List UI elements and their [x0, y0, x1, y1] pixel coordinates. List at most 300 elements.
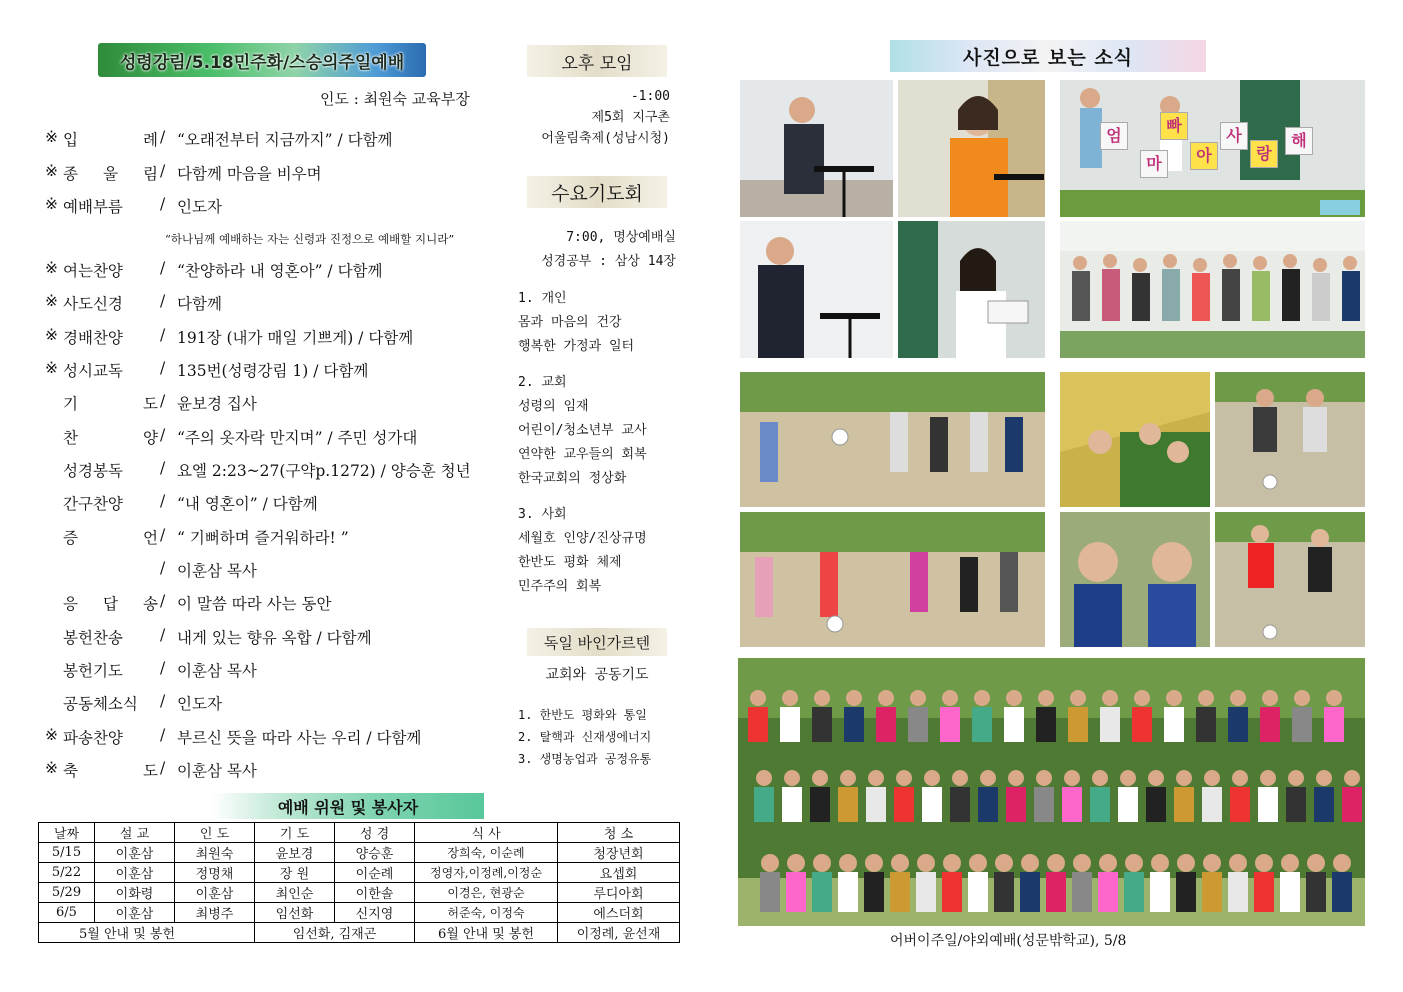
- person-body: [916, 872, 936, 912]
- person-body: [810, 787, 830, 822]
- order-item-desc: 이훈삼 목사: [177, 662, 257, 680]
- order-item-name: 사도신경: [63, 295, 123, 313]
- prayer-item: 민주주의 회복: [518, 579, 602, 594]
- prayer-item: 세월호 인양/진상규명: [518, 531, 647, 546]
- prayer-section: [518, 287, 688, 359]
- staff-title: 예배 위원 및 봉사자: [277, 797, 419, 817]
- person-head: [1262, 690, 1278, 706]
- person-head: [1344, 770, 1360, 786]
- person-body: [1124, 872, 1144, 912]
- photo-news-title: 사진으로 보는 소식: [962, 46, 1134, 69]
- person-body: [864, 872, 884, 912]
- order-item-name: 입 례: [63, 131, 158, 149]
- prayer-item: 한국교회의 정상화: [518, 471, 627, 486]
- person-body: [1150, 872, 1170, 912]
- order-item-desc: 이 말씀 따라 사는 동안: [177, 595, 332, 613]
- person-body: [876, 707, 896, 742]
- staff-cell: 이훈삼: [95, 843, 175, 863]
- person-body: [1034, 787, 1054, 822]
- person-body: [1174, 787, 1194, 822]
- separator: /: [160, 759, 166, 777]
- order-item-name: 간구찬양: [63, 495, 123, 513]
- person-head: [1151, 854, 1169, 872]
- person-head: [813, 854, 831, 872]
- person-body: [1258, 787, 1278, 822]
- separator: /: [160, 726, 166, 744]
- person-body: [754, 787, 774, 822]
- prayer-item: 성령의 임재: [518, 399, 589, 414]
- separator: /: [160, 326, 166, 344]
- staff-cell: 청장년회: [558, 843, 680, 863]
- order-item-desc: 다함께: [177, 295, 222, 313]
- person-body: [1006, 787, 1026, 822]
- person-head: [942, 690, 958, 706]
- person-head: [761, 854, 779, 872]
- order-item-desc: 다함께 마음을 비우며: [177, 165, 322, 183]
- person-body: [978, 787, 998, 822]
- separator: /: [160, 592, 166, 610]
- person-head: [839, 854, 857, 872]
- afternoon-line: 어울림축제(성남시청): [541, 131, 670, 146]
- staff-header-cell: 인 도: [175, 823, 255, 843]
- person-body: [1090, 787, 1110, 822]
- person-body: [786, 872, 806, 912]
- person-body: [1118, 787, 1138, 822]
- staff-header-cell: 성 경: [335, 823, 415, 843]
- staff-banner: [212, 793, 484, 819]
- person-head: [1038, 690, 1054, 706]
- person-head: [1326, 690, 1342, 706]
- person-head: [1232, 770, 1248, 786]
- person-body: [1228, 872, 1248, 912]
- germany-item: 3. 생명농업과 공정유통: [518, 752, 652, 766]
- person-head: [1064, 770, 1080, 786]
- prayer-item: 한반도 평화 체제: [518, 555, 622, 570]
- person-head: [1120, 770, 1136, 786]
- person-head: [782, 690, 798, 706]
- photo-speaker-mic: [740, 221, 893, 358]
- wednesday-title: 수요기도회: [551, 182, 643, 205]
- person-head: [750, 690, 766, 706]
- person-body: [894, 787, 914, 822]
- afternoon-line: 제5회 지구촌: [591, 110, 670, 125]
- person-body: [1230, 787, 1250, 822]
- person-head: [924, 770, 940, 786]
- person-head: [891, 854, 909, 872]
- person-head: [1198, 690, 1214, 706]
- prayer-item: 행복한 가정과 일터: [518, 339, 635, 354]
- order-item-name: 종 울 림: [63, 165, 158, 183]
- prayer-heading: 1. 개인: [518, 291, 567, 306]
- staff-cell: 임선화: [255, 903, 335, 923]
- order-item-desc: 내게 있는 향유 옥합 / 다함께: [177, 629, 372, 647]
- person-head: [1134, 690, 1150, 706]
- staff-cell: 신지영: [335, 903, 415, 923]
- person-head: [1102, 690, 1118, 706]
- staff-header-cell: 날짜: [39, 823, 95, 843]
- person-head: [865, 854, 883, 872]
- order-item-name: 성경봉독: [63, 462, 123, 480]
- person-head: [1125, 854, 1143, 872]
- person-head: [840, 770, 856, 786]
- separator: /: [160, 259, 166, 277]
- person-body: [866, 787, 886, 822]
- person-head: [1047, 854, 1065, 872]
- person-head: [1294, 690, 1310, 706]
- person-body: [1280, 872, 1300, 912]
- wednesday-line: 성경공부 : 삼상 14장: [541, 254, 676, 269]
- staff-cell: 에스더회: [558, 903, 680, 923]
- parents-love-sign: [1100, 116, 1320, 182]
- standing-mark: ※: [45, 326, 58, 344]
- prayer-list: [518, 287, 688, 611]
- order-item-desc: 인도자: [177, 198, 222, 216]
- person-body: [838, 872, 858, 912]
- staff-row: [39, 903, 680, 923]
- person-body: [942, 872, 962, 912]
- order-item-name: 예배부름: [63, 198, 123, 216]
- prayer-section: [518, 371, 688, 491]
- person-head: [1008, 770, 1024, 786]
- order-item-desc: “주의 옷자락 만지며” / 주민 성가대: [177, 429, 418, 447]
- germany-list: [518, 704, 688, 770]
- photo-congregation-hall: [1060, 221, 1365, 358]
- group-photo-caption: 어버이주일/야외예배(성문밖학교), 5/8: [890, 933, 1127, 949]
- photo-children-sign: [1060, 80, 1365, 217]
- order-item-desc: 요엘 2:23~27(구약p.1272) / 양승훈 청년: [177, 462, 471, 480]
- person-body: [1292, 707, 1312, 742]
- person-head: [1073, 854, 1091, 872]
- person-head: [896, 770, 912, 786]
- person-head: [943, 854, 961, 872]
- staff-header-cell: 기 도: [255, 823, 335, 843]
- order-item-name: 파송찬양: [63, 729, 123, 747]
- staff-cell: 이훈삼: [95, 863, 175, 883]
- person-head: [1099, 854, 1117, 872]
- person-head: [1316, 770, 1332, 786]
- staff-cell: 이화령: [95, 883, 175, 903]
- person-body: [1314, 787, 1334, 822]
- person-body: [838, 787, 858, 822]
- afternoon-line: -1:00: [630, 89, 670, 104]
- staff-cell: 5/29: [39, 883, 95, 903]
- afternoon-banner: [527, 45, 667, 77]
- person-body: [1196, 707, 1216, 742]
- standing-mark: ※: [45, 359, 58, 377]
- person-head: [1229, 854, 1247, 872]
- photo-boys-laughing: [1060, 512, 1210, 647]
- person-head: [1021, 854, 1039, 872]
- person-body: [1146, 787, 1166, 822]
- person-head: [1281, 854, 1299, 872]
- sign-letter: 아: [1190, 142, 1218, 170]
- person-head: [980, 770, 996, 786]
- order-item-name: 봉헌찬송: [63, 629, 123, 647]
- order-item-desc: “ 기뻐하며 즐거워하라! ”: [177, 529, 349, 547]
- person-head: [1006, 690, 1022, 706]
- staff-header-cell: 청 소: [558, 823, 680, 843]
- order-item-desc: “오래전부터 지금까지” / 다함께: [177, 131, 393, 149]
- germany-subtitle: 교회와 공동기도: [545, 667, 649, 683]
- person-body: [1176, 872, 1196, 912]
- photo-preacher: [740, 80, 893, 217]
- may-usher-names: 임선화, 김재곤: [255, 923, 415, 943]
- person-head: [1092, 770, 1108, 786]
- staff-cell: 요셉회: [558, 863, 680, 883]
- photo-singer-orange: [898, 80, 1045, 217]
- order-item-name: 공동체소식: [63, 695, 138, 713]
- staff-footer-row: [39, 923, 680, 943]
- person-head: [1204, 770, 1220, 786]
- person-body: [1072, 872, 1092, 912]
- prayer-item: 어린이/청소년부 교사: [518, 423, 647, 438]
- person-head: [787, 854, 805, 872]
- june-usher-names: 이정례, 윤선재: [558, 923, 680, 943]
- june-usher-label: 6월 안내 및 봉헌: [415, 923, 558, 943]
- person-body: [782, 787, 802, 822]
- person-body: [760, 872, 780, 912]
- staff-header-row: [39, 823, 680, 843]
- person-body: [1062, 787, 1082, 822]
- staff-cell: 이경은, 현광순: [415, 883, 558, 903]
- sign-letter: 해: [1285, 127, 1313, 155]
- person-body: [1164, 707, 1184, 742]
- person-body: [748, 707, 768, 742]
- photo-dodgeball-1: [740, 372, 1045, 507]
- person-body: [994, 872, 1014, 912]
- person-head: [846, 690, 862, 706]
- person-head: [1070, 690, 1086, 706]
- standing-mark: ※: [45, 259, 58, 277]
- person-body: [812, 707, 832, 742]
- person-body: [1324, 707, 1344, 742]
- person-body: [890, 872, 910, 912]
- order-item-desc: 135번(성령강림 1) / 다함께: [177, 362, 369, 380]
- staff-cell: 5/22: [39, 863, 95, 883]
- prayer-item: 몸과 마음의 건강: [518, 315, 622, 330]
- person-body: [780, 707, 800, 742]
- staff-table: [38, 822, 680, 943]
- standing-mark: ※: [45, 726, 58, 744]
- person-body: [844, 707, 864, 742]
- order-item-desc: 윤보경 집사: [177, 395, 257, 413]
- sign-letter: 사: [1220, 122, 1248, 150]
- person-body: [1020, 872, 1040, 912]
- prayer-heading: 2. 교회: [518, 375, 567, 390]
- person-body: [1046, 872, 1066, 912]
- staff-cell: 이훈삼: [95, 903, 175, 923]
- staff-cell: 양승훈: [335, 843, 415, 863]
- person-body: [972, 707, 992, 742]
- person-body: [1068, 707, 1088, 742]
- staff-cell: 윤보경: [255, 843, 335, 863]
- order-item-desc: 이훈삼 목사: [177, 562, 257, 580]
- worship-title-banner: [98, 43, 426, 77]
- person-body: [1100, 707, 1120, 742]
- separator: /: [160, 292, 166, 310]
- prayer-heading: 3. 사회: [518, 507, 567, 522]
- staff-cell: 이순례: [335, 863, 415, 883]
- person-head: [756, 770, 772, 786]
- person-head: [917, 854, 935, 872]
- prayer-item: 연약한 교우들의 회복: [518, 447, 647, 462]
- order-item-name: 찬 양: [63, 429, 158, 447]
- person-head: [878, 690, 894, 706]
- photo-kids-tent: [1060, 372, 1210, 507]
- germany-item: 2. 탈핵과 신재생에너지: [518, 730, 652, 744]
- call-to-worship-quote: “하나님께 예배하는 자는 신령과 진정으로 예배할 지니라”: [165, 232, 455, 246]
- person-head: [1255, 854, 1273, 872]
- person-body: [1228, 707, 1248, 742]
- order-item-name: 경배찬양: [63, 329, 123, 347]
- staff-row: [39, 883, 680, 903]
- order-item-desc: 인도자: [177, 695, 222, 713]
- staff-header-cell: 설 교: [95, 823, 175, 843]
- sign-letter: 엄: [1100, 122, 1128, 150]
- person-body: [940, 707, 960, 742]
- separator: /: [160, 392, 166, 410]
- afternoon-title: 오후 모임: [561, 53, 633, 74]
- person-head: [952, 770, 968, 786]
- staff-cell: 5/15: [39, 843, 95, 863]
- order-item-name: 봉헌기도: [63, 662, 123, 680]
- person-head: [1260, 770, 1276, 786]
- person-head: [969, 854, 987, 872]
- order-item-name: 성시교독: [63, 362, 123, 380]
- person-body: [1332, 872, 1352, 912]
- separator: /: [160, 128, 166, 146]
- staff-cell: 최원숙: [175, 843, 255, 863]
- standing-mark: ※: [45, 195, 58, 213]
- order-item-desc: 부르신 뜻을 따라 사는 우리 / 다함께: [177, 729, 422, 747]
- person-body: [812, 872, 832, 912]
- person-body: [1254, 872, 1274, 912]
- person-body: [1342, 787, 1362, 822]
- standing-mark: ※: [45, 759, 58, 777]
- staff-cell: 정명채: [175, 863, 255, 883]
- may-usher-label: 5월 안내 및 봉헌: [39, 923, 255, 943]
- person-head: [812, 770, 828, 786]
- person-head: [1148, 770, 1164, 786]
- standing-mark: ※: [45, 162, 58, 180]
- photo-news-banner: [890, 40, 1206, 72]
- person-body: [1036, 707, 1056, 742]
- wednesday-line: 7:00, 명상예배실: [566, 230, 676, 245]
- person-head: [1177, 854, 1195, 872]
- prayer-section: [518, 503, 688, 599]
- person-body: [1132, 707, 1152, 742]
- photo-group: [738, 658, 1365, 926]
- separator: /: [160, 492, 166, 510]
- staff-cell: 장 원: [255, 863, 335, 883]
- sign-letter: 랑: [1250, 140, 1278, 168]
- staff-cell: 이한솔: [335, 883, 415, 903]
- person-head: [814, 690, 830, 706]
- wednesday-banner: [527, 176, 667, 208]
- person-body: [1306, 872, 1326, 912]
- separator: /: [160, 426, 166, 444]
- person-body: [1202, 787, 1222, 822]
- staff-cell: 6/5: [39, 903, 95, 923]
- person-head: [1176, 770, 1192, 786]
- staff-cell: 최인순: [255, 883, 335, 903]
- order-item-name: 기 도: [63, 395, 158, 413]
- separator: /: [160, 659, 166, 677]
- photo-soccer-2: [1215, 512, 1365, 647]
- photo-dodgeball-2: [740, 512, 1045, 647]
- afternoon-info: [530, 86, 670, 149]
- wednesday-info: [510, 226, 676, 274]
- person-body: [1286, 787, 1306, 822]
- staff-cell: 이훈삼: [175, 883, 255, 903]
- separator: /: [160, 162, 166, 180]
- separator: /: [160, 359, 166, 377]
- staff-cell: 장희숙, 이순례: [415, 843, 558, 863]
- staff-row: [39, 863, 680, 883]
- person-body: [1260, 707, 1280, 742]
- person-body: [1202, 872, 1222, 912]
- worship-title: 성령강림/5.18민주화/스승의주일예배: [119, 52, 405, 73]
- person-body: [950, 787, 970, 822]
- staff-cell: 허준숙, 이정숙: [415, 903, 558, 923]
- person-head: [1307, 854, 1325, 872]
- photo-soccer-1: [1215, 372, 1365, 507]
- sign-letter: 빠: [1160, 112, 1188, 140]
- staff-header-cell: 식 사: [415, 823, 558, 843]
- person-head: [784, 770, 800, 786]
- person-body: [1098, 872, 1118, 912]
- staff-cell: 루디아회: [558, 883, 680, 903]
- person-head: [1203, 854, 1221, 872]
- staff-cell: 정영자,이정례,이정순: [415, 863, 558, 883]
- sign-letter: 마: [1140, 150, 1168, 178]
- person-body: [908, 707, 928, 742]
- staff-row: [39, 843, 680, 863]
- person-body: [1004, 707, 1024, 742]
- person-head: [1288, 770, 1304, 786]
- separator: /: [160, 526, 166, 544]
- photo-girl-reading: [898, 221, 1045, 358]
- order-item-desc: “내 영혼이” / 다함께: [177, 495, 318, 513]
- staff-cell: 최병주: [175, 903, 255, 923]
- standing-mark: ※: [45, 292, 58, 310]
- order-item-name: 여는찬양: [63, 262, 123, 280]
- person-head: [1166, 690, 1182, 706]
- worship-leader: 인도 : 최원숙 교육부장: [320, 90, 470, 108]
- order-item-name: 증 언: [63, 529, 158, 547]
- staff-body: [39, 843, 680, 923]
- person-head: [868, 770, 884, 786]
- separator: /: [160, 559, 166, 577]
- person-head: [974, 690, 990, 706]
- person-head: [1036, 770, 1052, 786]
- person-head: [910, 690, 926, 706]
- standing-mark: ※: [45, 128, 58, 146]
- order-item-desc: “찬양하라 내 영혼아” / 다함께: [177, 262, 383, 280]
- person-head: [995, 854, 1013, 872]
- germany-item: 1. 한반도 평화와 통일: [518, 708, 647, 722]
- person-head: [1230, 690, 1246, 706]
- person-body: [968, 872, 988, 912]
- order-item-name: 축 도: [63, 762, 158, 780]
- separator: /: [160, 195, 166, 213]
- order-item-desc: 이훈삼 목사: [177, 762, 257, 780]
- order-item-name: 응 답 송: [63, 595, 158, 613]
- separator: /: [160, 459, 166, 477]
- separator: /: [160, 626, 166, 644]
- separator: /: [160, 692, 166, 710]
- person-body: [922, 787, 942, 822]
